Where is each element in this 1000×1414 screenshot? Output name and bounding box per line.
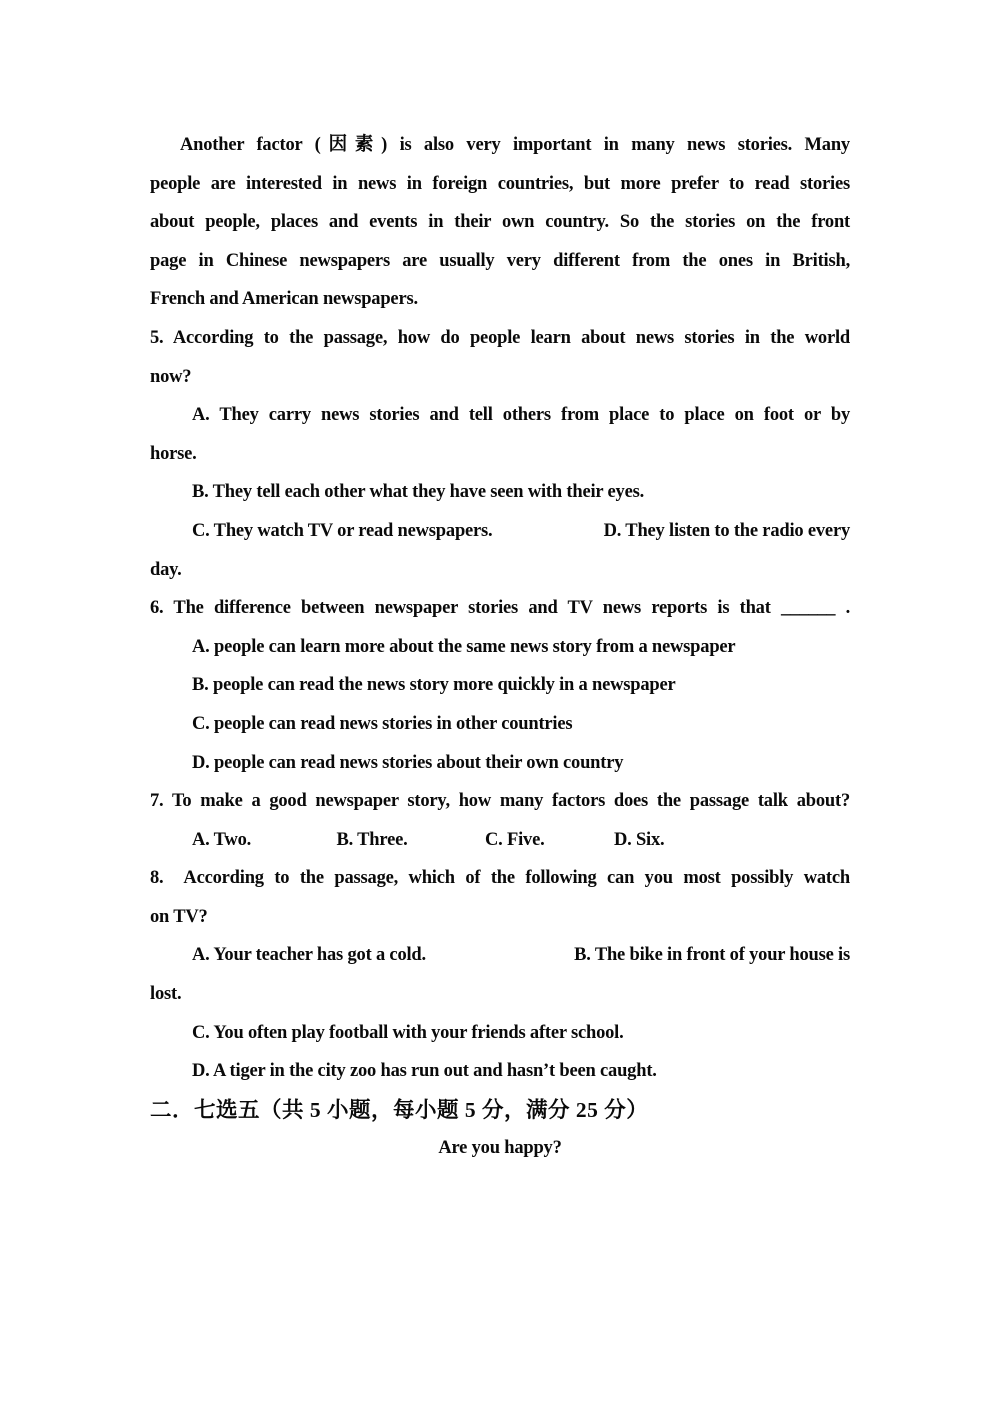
q8-option-c: C. You often play football with your friends after school.: [192, 1022, 624, 1043]
section-heading: 二．七选五（共 5 小题，每小题 5 分，满分 25 分）: [150, 1097, 649, 1122]
q7-option-c: C. Five.: [484, 829, 545, 850]
q5-option-c: C. They watch TV or read newspapers.: [192, 520, 493, 541]
q5-option-d-line-2: day.: [150, 559, 182, 580]
question-5-line-2: now?: [150, 366, 192, 387]
q6-option-c: C. people can read news stories in other countries: [192, 713, 573, 734]
passage-line-4: page in Chinese newspapers are usually very different from the ones in British,: [150, 250, 850, 271]
q5-options-c-d: [150, 512, 850, 551]
q6-option-b: B. people can read the news story more quickly in a newspaper: [192, 675, 676, 696]
q5-option-a-line-1: A. They carry news stories and tell others from place to place on foot or by: [192, 405, 850, 426]
passage-line-5: French and American newspapers.: [150, 289, 418, 310]
q8-option-b-line-1: B. The bike in front of your house is: [574, 945, 850, 966]
reading-title: Are you happy?: [438, 1138, 562, 1159]
q6-option-a: A. people can learn more about the same news story from a newspaper: [192, 636, 736, 657]
question-8-line-1: 8. According to the passage, which of the following can you most possibly watch: [150, 868, 850, 889]
q8-option-a: A. Your teacher has got a cold.: [192, 945, 426, 966]
passage-line-2: people are interested in news in foreign countries, but more prefer to read stories: [150, 173, 850, 194]
question-7: 7. To make a good newspaper story, how many factors does the passage talk about?: [150, 791, 850, 812]
question-6: 6. The difference between newspaper stories and TV news reports is that ______ .: [150, 598, 850, 619]
q7-option-b: B. Three.: [336, 829, 408, 850]
passage-line-1: Another factor (因素) is also very important in many news stories. Many: [180, 135, 850, 155]
q8-options-a-b: [150, 936, 850, 975]
q8-option-b-line-2: lost.: [150, 984, 182, 1005]
q8-option-d: D. A tiger in the city zoo has run out and hasn’t been caught.: [192, 1061, 657, 1082]
q7-option-a: A. Two.: [192, 829, 252, 850]
q5-option-a-line-2: horse.: [150, 443, 197, 464]
q5-option-d-line-1: D. They listen to the radio every: [603, 520, 850, 541]
q7-options: [150, 821, 850, 860]
q5-option-b: B. They tell each other what they have seen with their eyes.: [192, 482, 644, 503]
q6-option-d: D. people can read news stories about their own country: [192, 752, 624, 773]
q7-option-d: D. Six.: [613, 829, 665, 850]
question-5-line-1: 5. According to the passage, how do people learn about news stories in the world: [150, 327, 850, 348]
question-8-line-2: on TV?: [150, 906, 208, 927]
passage-line-3: about people, places and events in their own country. So the stories on the front: [150, 212, 850, 233]
